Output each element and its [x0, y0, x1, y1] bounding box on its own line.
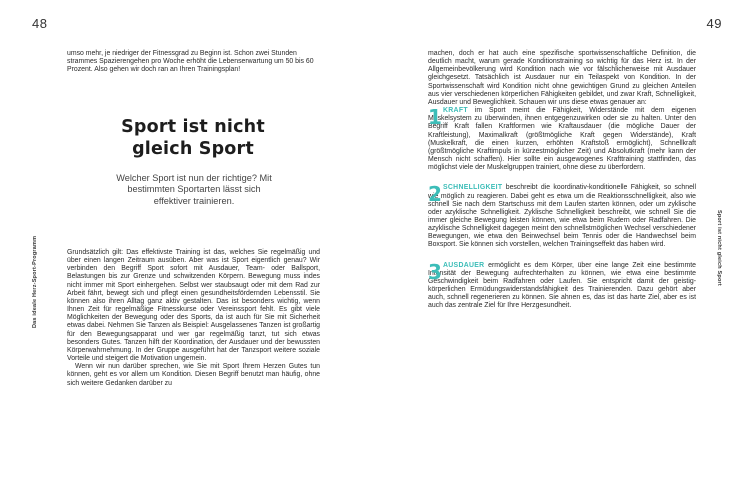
section-3-text-block [428, 259, 697, 311]
right-intro-paragraph: machen, doch er hat auch eine spezifische sportwissenschaftliche Definition, die deutlich macht, warum gerade Konditionstraining so wichtig für das Herz ist. In der Allgemeinbevölkerung wird Kondition nach wie vor fälschlicherweise mit Ausdauer gleichgesetzt. Tatsächlich ist Ausdauer nur ein Teilaspekt von Kondition. In der Sportwissenschaft wird Kondition nicht ohne gewichtigen Grund zu gleichen Anteilen aus vier verschiedenen körperlichen Fähigkeiten gebildet, und zwar Kraft, Schnelligkeit, Ausdauer und Beweglichkeit. Schauen wir uns diese etwas genauer an: [428, 50, 696, 106]
section-number-3: 3 [428, 259, 442, 284]
page-number-left: 48 [32, 16, 48, 31]
section-2-text: beschreibt die koordinativ-konditionelle Fähigkeit, so schnell wie möglich zu reagieren. Dabei geht es etwa um die Reaktionsschnelligkeit, also wie schnell Sie nach dem Startschuss mit dem Laufen starten können, oder um zyklische oder azyklische Schnelligkeit. Zyklische Schnelligkeit beschreibt, wie schnell Sie die immer gleiche Bewegung leisten können, wie etwa beim Rudern oder Radfahren. Die azyklische Schnelligkeit dagegen meint den schnellstmöglichen Wechsel verschiedener Bewegungen, wie etwa den Beinwechsel beim Tennis oder die Handwechsel beim Boxsport. Sie können sich vorstellen, welchen Trainingseffekt das haben wird. [428, 184, 696, 249]
section-number-1: 1 [428, 105, 442, 130]
right-body-column [428, 50, 696, 311]
headline-line-1: Sport ist nicht [121, 117, 265, 137]
section-2-text-block [428, 184, 696, 249]
section-kraft [428, 107, 696, 172]
section-ausdauer [428, 259, 697, 311]
running-head-right: Sport ist nicht gleich Sport [716, 210, 722, 286]
section-3-text: ermöglicht es dem Körper, über eine lange Zeit eine bestimmte Intensität der Bewegung aufrechterhalten zu können, wie etwa eine bestimmte Geschwindigkeit beim Radfahren oder Laufen. Sie entspricht damit der geistig-körperlichen Ermüdungswiderstandsfähigkeit des Trainierenden. Dazu gehört aber auch, schnell regenerieren zu können. Sie ahnen es, das ist das harte Ziel, aber es ist auch das zentrale Ziel für Ihre Herzgesundheit. [428, 261, 697, 310]
headline-line-2: gleich Sport [132, 139, 254, 159]
section-keyword-ausdauer: AUSDAUER [443, 261, 485, 269]
chapter-subhead: Welcher Sport ist nun der richtige? Mit bestimmten Sportarten lässt sich effektiver trainieren. [116, 173, 272, 206]
section-schnelligkeit [428, 184, 696, 249]
chapter-headline [98, 116, 288, 160]
body-paragraph-2: Wenn wir nun darüber sprechen, wie Sie mit Sport Ihrem Herzen Gutes tun können, geht es vor allem um Kondition. Diesen Begriff benutzt man häufig, ohne sich weitere Gedanken darüber zu [67, 363, 320, 387]
section-number-2: 2 [428, 182, 442, 207]
running-head-left: Das ideale Herz-Sport-Programm [32, 235, 38, 328]
section-keyword-schnelligkeit: SCHNELLIGKEIT [443, 184, 503, 192]
left-body-column [67, 249, 320, 388]
section-1-text-block [428, 107, 696, 172]
body-paragraph-1: Grundsätzlich gilt: Das effektivste Training ist das, welches Sie regelmäßig und über einen langen Zeitraum ausüben. Aber was ist Sport eigentlich genau? Wir verbinden den Begriff Sport sofort mit Ausdauer, Team- oder Ballsport, Belastungen bis zur Grenze und schwitzenden Körpern. Bewegung muss indes nicht immer mit Sport einhergehen. Selbst wer staubsaugt oder mit dem Rad zur Arbeit fährt, bewegt sich und pflegt einen gesundheitsfördernden Lebensstil. Sie können also ihren Alltag ganz aktiv gestalten. Das ist besonders wichtig, wenn Ihnen Zeit für regelmäßige Fitnesskurse oder Vereinssport fehlt. Es gibt viele Möglichkeiten der Bewegung oder des Sports, da ist auch für Sie mit Sicherheit etwas dabei. Nehmen Sie Tanzen als Beispiel: Ausgelassenes Tanzen ist großartig für den Bewegungsapparat und wer gar regelmäßig tanzt, tut sich etwas besonders Gutes. Tanzen hilft der Koordination, der Ausdauer und der bewussten Körperwahrnehmung. In der Gruppe ausgeführt hat der Tanzsport weitere soziale Vorteile und steigert die Motivation ungemein. [67, 249, 320, 363]
section-keyword-kraft: KRAFT [443, 107, 468, 115]
left-top-text: umso mehr, je niedriger der Fitnessgrad zu Beginn ist. Schon zwei Stunden strammes Spazierengehen pro Woche erhöht die Lebenserwartung um 50 bis 60 Prozent. Also gehen wir doch ran an Ihren Trainingsplan! [67, 50, 314, 74]
page-number-right: 49 [706, 16, 722, 31]
left-top-paragraph [67, 50, 320, 74]
section-1-text: im Sport meint die Fähigkeit, Widerstände mit dem eigenen Muskelsystem zu überwinden, ihnen entgegenzuwirken oder sie zu halten. Unter den Begriff Kraft fallen Kraftformen wie Kraftausdauer (die mögliche Dauer der Kraftleistung), Maximalkraft (größtmögliche Kraft gegen Widerstände), Kraft (Muskelkraft, die einen kurzen, erhöhten Kraftstoß ermöglicht), Schnellkraft (größtmögliche Kraftimpuls in kürzestmöglicher Zeit) und Absolutkraft (mehr kann der Mensch nicht schaffen). Hier sollte ein ausgewogenes Krafttraining stattfinden, das möglichst viele der Muskelgruppen trainiert, ohne diese zu überfordern. [428, 107, 696, 172]
